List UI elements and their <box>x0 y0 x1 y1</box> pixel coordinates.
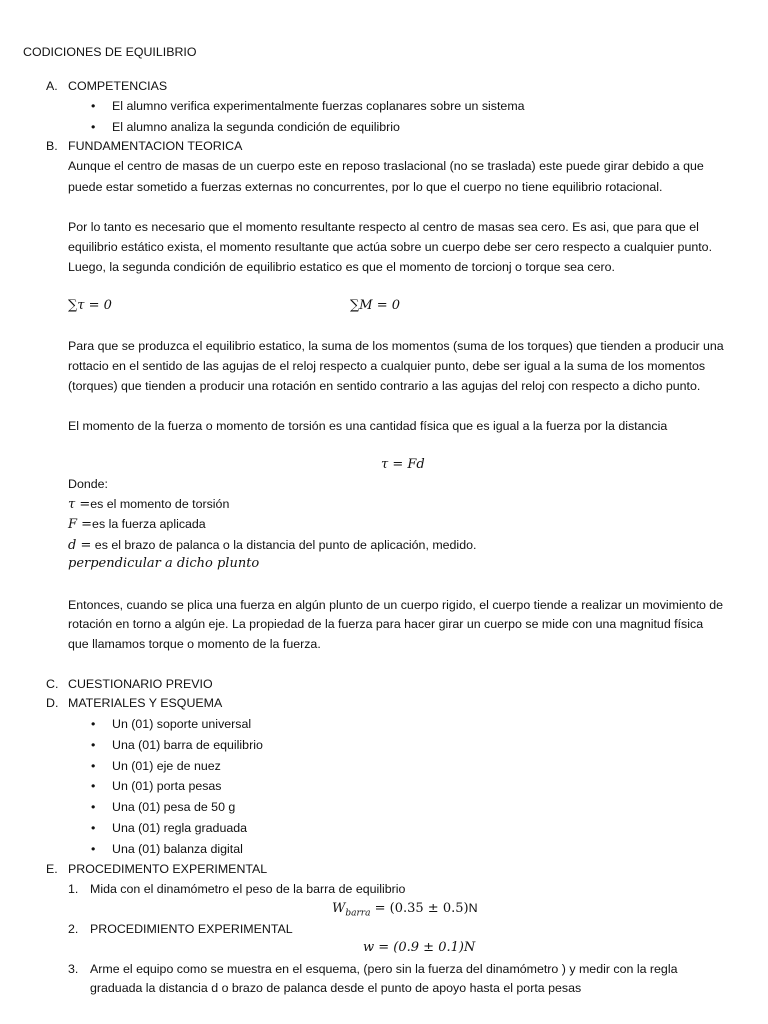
paragraph-line: rottacio en el sentido de las agujas de el reloj respecto a cualquier punto, debe ser igual a la suma de los momentos <box>68 359 706 373</box>
paragraph-line: Luego, la segunda condición de equilibrio estatico es que el momento de torcionj o torque sea cero. <box>68 260 615 274</box>
list-item: • El alumno verifica experimentalmente fuerzas coplanares sobre un sistema <box>112 98 525 114</box>
definition-tau <box>68 496 229 513</box>
section-e-heading: PROCEDIMENTO EXPERIMENTAL <box>68 862 268 876</box>
list-item: • El alumno analiza la segunda condición de equilibrio <box>112 119 400 135</box>
paragraph-line: puede estar sometido a fuerzas externas no concurrentes, por lo que el cuerpo no tiene equilibrio rotacional. <box>68 180 663 194</box>
definition-continuation: perpendicular a dicho plunto <box>68 556 260 571</box>
list-item: • Una (01) balanza digital <box>112 841 243 857</box>
definition-text: es el momento de torsión <box>90 497 230 511</box>
step-text: Mida con el dinamómetro el peso de la barra de equilibrio <box>90 882 406 896</box>
paragraph-line: rotación en torno a algún eje. La propiedad de la fuerza para hacer girar un cuerpo se mide con una magnitud física <box>68 617 704 631</box>
section-b-heading: FUNDAMENTACION TEORICA <box>68 139 243 153</box>
section-d-letter: D. <box>46 696 59 710</box>
list-item: • Un (01) porta pesas <box>112 778 222 794</box>
step-text-continuation: graduada la distancia d o brazo de palanca desde el punto de apoyo hasta el porta pesas <box>90 981 582 995</box>
list-item: • Una (01) pesa de 50 g <box>112 799 235 815</box>
donde-label: Donde: <box>68 477 108 491</box>
definition-text: es la fuerza aplicada <box>92 517 206 531</box>
document-title: CODICIONES DE EQUILIBRIO <box>23 45 197 59</box>
section-d-heading: MATERIALES Y ESQUEMA <box>68 696 223 710</box>
paragraph-line: El momento de la fuerza o momento de torsión es una cantidad física que es igual a la fuerza por la distancia <box>68 419 668 433</box>
equation-torque-sum: ∑τ = 0 <box>68 298 112 313</box>
list-item: • Una (01) regla graduada <box>112 820 247 836</box>
symbol-force: F = <box>68 517 93 532</box>
section-c-letter: C. <box>46 677 59 691</box>
step-number: 3. <box>68 962 79 976</box>
step-number: 1. <box>68 882 79 896</box>
paragraph-line: Entonces, cuando se plica una fuerza en algún plunto de un cuerpo rigido, el cuerpo tiende a realizar un movimiento de <box>68 598 724 612</box>
definition-distance <box>68 537 476 554</box>
list-item: • Un (01) soporte universal <box>112 716 251 732</box>
paragraph-line: que llamamos torque o momento de la fuerza. <box>68 637 321 651</box>
equation-w: w = (0.9 ± 0.1)N <box>363 940 476 955</box>
subscript-barra: barra <box>345 908 371 919</box>
paragraph-line: (torques) que tienden a producir una rotación en sentido contrario a las agujas del reloj con respecto a dicho punto. <box>68 379 701 393</box>
list-item: • Una (01) barra de equilibrio <box>112 737 263 753</box>
definition-force <box>68 516 206 533</box>
section-a-heading: COMPETENCIAS <box>68 79 168 93</box>
section-b-letter: B. <box>46 139 58 153</box>
unit-newton: N <box>468 901 478 915</box>
symbol-w: W <box>332 901 346 916</box>
step-text: PROCEDIMIENTO EXPERIMENTAL <box>90 922 293 936</box>
equation-tau: τ = Fd <box>381 457 425 472</box>
paragraph-line: Aunque el centro de masas de un cuerpo este en reposo traslacional (no se traslada) este puede girar debido a que <box>68 159 704 173</box>
section-c-heading: CUESTIONARIO PREVIO <box>68 677 213 691</box>
section-e-letter: E. <box>46 862 58 876</box>
step-text: Arme el equipo como se muestra en el esquema, (pero sin la fuerza del dinamómetro ) y medir con la regla <box>90 962 678 976</box>
definition-text: es el brazo de palanca o la distancia del punto de aplicación, medido. <box>91 538 477 552</box>
paragraph-line: Para que se produzca el equilibrio estatico, la suma de los momentos (suma de los torques) que tienden a producir una <box>68 339 724 353</box>
paragraph-line: Por lo tanto es necesario que el momento resultante respecto al centro de masas sea cero. Es asi, que para que el <box>68 220 699 234</box>
equation-w-barra <box>332 900 478 921</box>
section-a-letter: A. <box>46 79 58 93</box>
value-w-barra: = (0.35 ± 0.5) <box>370 901 469 916</box>
symbol-tau: τ = <box>68 497 91 512</box>
paragraph-line: equilibrio estático exista, el momento resultante que actúa sobre un cuerpo debe ser cero respecto a cualquier punto. <box>68 240 713 254</box>
list-item: • Un (01) eje de nuez <box>112 758 221 774</box>
symbol-distance: d = <box>68 538 92 553</box>
step-number: 2. <box>68 922 79 936</box>
equation-moment-sum: ∑M = 0 <box>350 298 401 313</box>
